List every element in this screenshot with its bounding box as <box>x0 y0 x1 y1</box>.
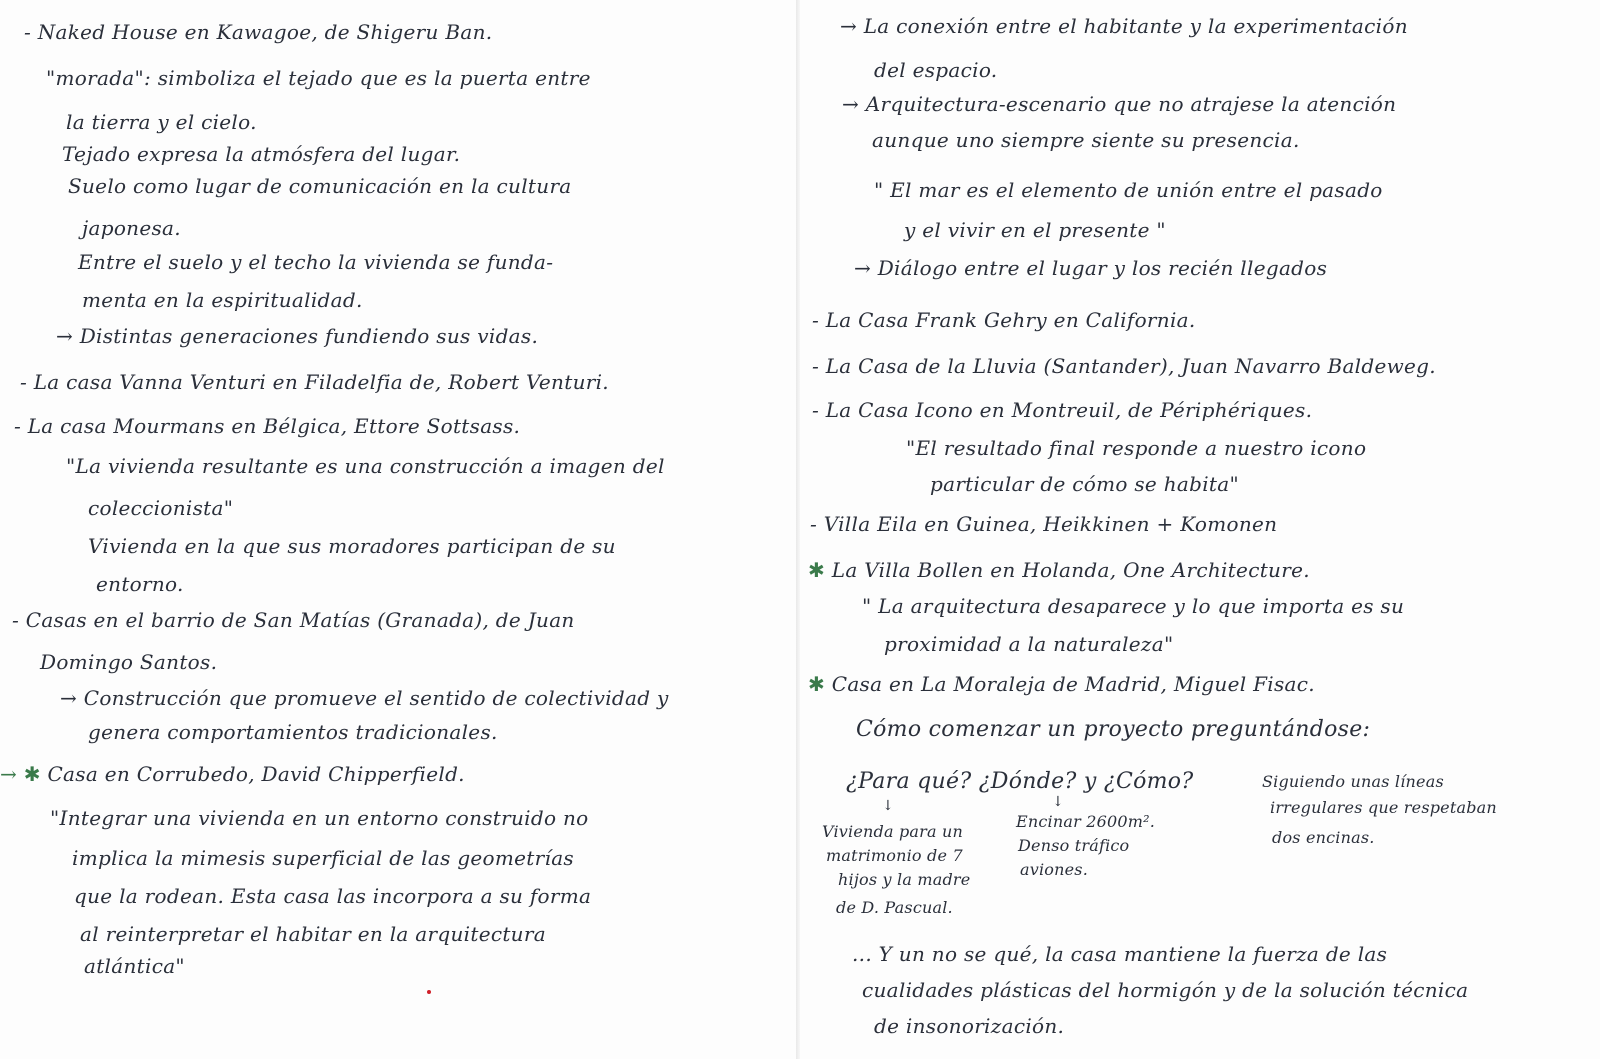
down-arrow-icon: ↓ <box>1052 794 1064 810</box>
note-line: japonesa. <box>82 216 181 240</box>
note-line-small: de D. Pascual. <box>836 898 953 917</box>
note-line: Entre el suelo y el techo la vivienda se funda- <box>78 250 554 274</box>
note-line-small: aviones. <box>1020 860 1088 879</box>
note-line: - Naked House en Kawagoe, de Shigeru Ban. <box>24 20 493 44</box>
note-line: "El resultado final responde a nuestro icono <box>906 436 1367 460</box>
note-line: " La arquitectura desaparece y lo que importa es su <box>862 594 1405 618</box>
note-line: Suelo como lugar de comunicación en la cultura <box>68 174 572 198</box>
note-line: → Diálogo entre el lugar y los recién llegados <box>854 256 1328 280</box>
note-line-starred <box>808 558 1310 582</box>
note-line-small: matrimonio de 7 <box>826 846 963 865</box>
star-icon: ✱ <box>808 558 826 582</box>
note-line: " El mar es el elemento de unión entre el pasado <box>874 178 1383 202</box>
note-line: atlántica" <box>84 954 185 978</box>
note-line-starred <box>0 762 465 786</box>
note-line: - La Casa Frank Gehry en California. <box>812 308 1196 332</box>
note-line-small: Encinar 2600m². <box>1016 812 1156 831</box>
note-line: que la rodean. Esta casa las incorpora a su forma <box>74 884 592 908</box>
note-line: "Integrar una vivienda en un entorno construido no <box>50 806 589 830</box>
note-line: Tejado expresa la atmósfera del lugar. <box>62 142 461 166</box>
note-line: → Arquitectura-escenario que no atrajese la atención <box>842 92 1397 116</box>
note-line-small: dos encinas. <box>1272 828 1375 847</box>
notebook-page-left <box>0 0 796 1059</box>
note-line: - La casa Vanna Venturi en Filadelfia de, Robert Venturi. <box>20 370 609 394</box>
note-line-small: Denso tráfico <box>1018 836 1130 855</box>
note-line: entorno. <box>96 572 184 596</box>
note-text: Casa en Corrubedo, David Chipperfield. <box>47 762 465 786</box>
note-line: y el vivir en el presente " <box>904 218 1166 242</box>
note-line: → Construcción que promueve el sentido de colectividad y <box>60 686 669 710</box>
note-line: de insonorización. <box>874 1014 1065 1038</box>
star-icon: ✱ <box>808 672 826 696</box>
note-line: → Distintas generaciones fundiendo sus vidas. <box>56 324 539 348</box>
note-line: proximidad a la naturaleza" <box>884 632 1174 656</box>
note-line: menta en la espiritualidad. <box>82 288 363 312</box>
note-line: aunque uno siempre siente su presencia. <box>872 128 1300 152</box>
note-line: Vivienda en la que sus moradores participan de su <box>88 534 616 558</box>
note-line-small: hijos y la madre <box>838 870 971 889</box>
note-line: del espacio. <box>874 58 998 82</box>
note-line-small: Vivienda para un <box>822 822 964 841</box>
arrow-star-icon: → ✱ <box>0 762 41 786</box>
note-line: particular de cómo se habita" <box>930 472 1239 496</box>
note-line: Domingo Santos. <box>40 650 218 674</box>
note-line: ... Y un no se qué, la casa mantiene la fuerza de las <box>852 942 1388 966</box>
note-line: al reinterpretar el habitar en la arquitectura <box>80 922 546 946</box>
note-line: → La conexión entre el habitante y la experimentación <box>840 14 1408 38</box>
note-questions: ¿Para qué? ¿Dónde? y ¿Cómo? <box>846 769 1194 794</box>
note-text: Casa en La Moraleja de Madrid, Miguel Fisac. <box>831 672 1315 696</box>
note-line-small: Siguiendo unas líneas <box>1262 772 1444 791</box>
note-line: coleccionista" <box>88 496 234 520</box>
note-line-starred <box>808 672 1315 696</box>
note-heading: Cómo comenzar un proyecto preguntándose: <box>856 717 1371 742</box>
note-line: la tierra y el cielo. <box>66 110 257 134</box>
down-arrow-icon: ↓ <box>882 798 894 814</box>
note-line: implica la mimesis superficial de las geometrías <box>72 846 574 870</box>
note-line-small: irregulares que respetaban <box>1270 798 1497 817</box>
note-line: - Villa Eila en Guinea, Heikkinen + Komonen <box>810 512 1278 536</box>
note-line: "morada": simboliza el tejado que es la puerta entre <box>46 66 591 90</box>
notebook-page-right <box>800 0 1600 1059</box>
note-line: cualidades plásticas del hormigón y de la solución técnica <box>862 978 1469 1002</box>
note-line: - La casa Mourmans en Bélgica, Ettore Sottsass. <box>14 414 521 438</box>
note-line: - Casas en el barrio de San Matías (Granada), de Juan <box>12 608 575 632</box>
note-line: "La vivienda resultante es una construcción a imagen del <box>66 454 665 478</box>
red-ink-dot <box>427 990 431 994</box>
note-text: La Villa Bollen en Holanda, One Architecture. <box>831 558 1310 582</box>
note-line: - La Casa de la Lluvia (Santander), Juan Navarro Baldeweg. <box>812 354 1436 378</box>
note-line: - La Casa Icono en Montreuil, de Périphériques. <box>812 398 1313 422</box>
note-line: genera comportamientos tradicionales. <box>88 720 498 744</box>
